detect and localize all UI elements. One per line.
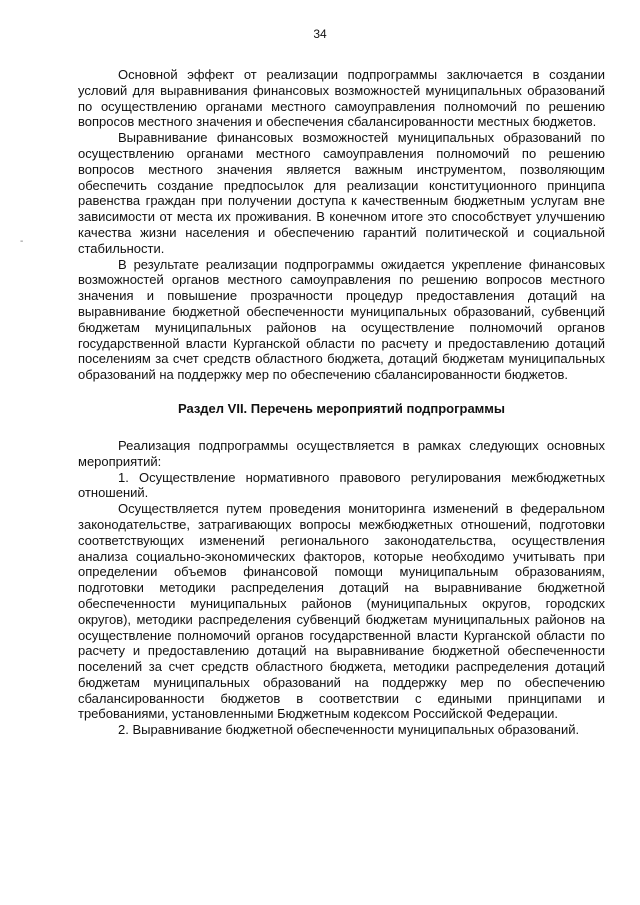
paragraph-activity-2: 2. Выравнивание бюджетной обеспеченности муниципальных образований.: [118, 722, 580, 738]
paragraph-activities-intro: Реализация подпрограммы осуществляется в рамках следующих основных мероприятий:: [78, 437, 605, 469]
document-body: [78, 67, 605, 738]
paragraph-equalization: Выравнивание финансовых возможностей муниципальных образований по осуществлению органами местного самоуправления полномочий по решению вопросов местного значения является важным инструментом, позволяющим обеспечить создание предпосылок для реализации конституционного принципа равенства граждан при получении доступа к качественным бюджетным услугам вне зависимости от места их проживания. В конечном итоге это способствует улучшению качества жизни населения и обеспечению гарантий политической и социальной стабильности.: [78, 130, 605, 256]
paragraph-activity-1-details: Осуществляется путем проведения мониторинга изменений в федеральном законодательстве, затрагивающих вопросы межбюджетных отношений, подготовки соответствующих изменений регионального законодательства, осуществления анализа социально-экономических факторов, которые необходимо учитывать при определении объемов финансовой помощи муниципальным образованиям, подготовки методики распределения дотаций на выравнивание бюджетной обеспеченности муниципальных районов (муниципальных округов, городских округов), методики распределения субвенций бюджетам муниципальных районов на осуществление полномочий органов государственной власти Курганской области по расчету и предоставлению дотаций на выравнивание бюджетной обеспеченности поселений за счет средств областного бюджета, методики распределения дотаций бюджетам муниципальных образований на поддержку мер по обеспечению сбалансированности бюджетов в соответствии с едиными принципами и требованиями, установленными Бюджетным кодексом Российской Федерации.: [78, 501, 605, 722]
paragraph-main-effect: Основной эффект от реализации подпрограммы заключается в создании условий для выравнивания финансовых возможностей муниципальных образований по осуществлению органами местного самоуправления полномочий по решению вопросов местного значения и обеспечения сбалансированности местных бюджетов.: [78, 67, 605, 130]
margin-mark: -: [20, 236, 24, 247]
section-title: Раздел VII. Перечень мероприятий подпрограммы: [177, 400, 506, 416]
page-number: 34: [313, 27, 327, 41]
paragraph-activity-1: 1. Осуществление нормативного правового регулирования межбюджетных отношений.: [78, 469, 605, 501]
paragraph-expected-results: В результате реализации подпрограммы ожидается укрепление финансовых возможностей органов местного самоуправления по решению вопросов местного значения и повышение прозрачности процедур предоставления дотаций на выравнивание бюджетной обеспеченности муниципальных образований, субвенций бюджетам муниципальных районов на осуществление полномочий органов государственной власти Курганской области по расчету и предоставлению дотаций поселениям за счет средств областного бюджета, дотаций бюджетам муниципальных образований на поддержку мер по обеспечению сбалансированности бюджетов.: [78, 256, 605, 383]
